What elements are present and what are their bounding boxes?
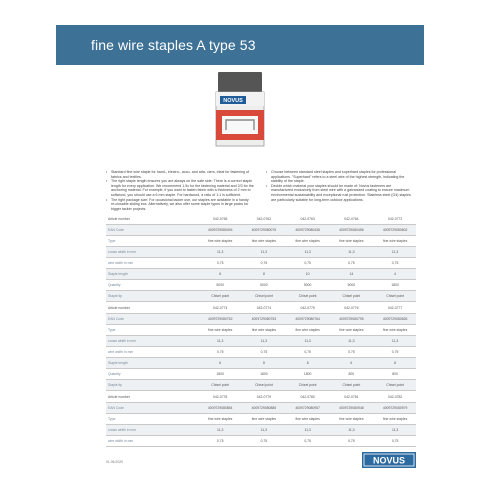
row-label: wire width in mm — [106, 347, 197, 358]
table-row — [106, 414, 416, 425]
cell: 042-0764 — [329, 214, 373, 225]
cell: Chisel point — [372, 291, 416, 302]
cell: 042-0762 — [241, 214, 285, 225]
cell: 4009729080764 — [285, 314, 329, 325]
table-row — [106, 258, 416, 269]
cell: 042-0763 — [285, 214, 329, 225]
cell: 4009729080456 — [329, 225, 373, 236]
table-row — [106, 369, 416, 380]
cell: 042-0782 — [372, 392, 416, 403]
cell: fine wire staples — [285, 325, 329, 336]
cell: 042-0780 — [285, 392, 329, 403]
spec-table-1 — [106, 214, 416, 302]
cell: 4009729080435 — [285, 225, 329, 236]
cell: 11,3 — [241, 425, 285, 436]
cell: 8 — [241, 358, 285, 369]
cell: fine wire staples — [197, 325, 241, 336]
cell: 4009729080075 — [241, 225, 285, 236]
cell: fine wire staples — [285, 414, 329, 425]
cell: Chisel point — [329, 291, 373, 302]
row-label: Type — [106, 325, 197, 336]
cell: 0,75 — [285, 258, 329, 269]
cell: fine wire staples — [372, 236, 416, 247]
table-row — [106, 380, 416, 391]
cell: 8 — [285, 358, 329, 369]
cell: 042-0774 — [241, 303, 285, 314]
cell: fine wire staples — [197, 414, 241, 425]
cell: Chisel point — [372, 380, 416, 391]
cell: fine wire staples — [372, 414, 416, 425]
cell: 042-0778 — [197, 392, 241, 403]
table-row — [106, 247, 416, 258]
cell: 6 — [329, 358, 373, 369]
cell: 1800 — [372, 280, 416, 291]
cell: fine wire staples — [329, 325, 373, 336]
cell: 042-0765 — [197, 214, 241, 225]
row-label: EAN Code — [106, 225, 197, 236]
cell: 042-0774 — [197, 303, 241, 314]
cell: Chisel point — [329, 380, 373, 391]
row-label: Type — [106, 414, 197, 425]
cell: 0,75 — [372, 436, 416, 447]
row-label: Article number — [106, 303, 197, 314]
cell: 11,3 — [197, 425, 241, 436]
description-left — [106, 170, 254, 211]
cell: Chisel point — [285, 380, 329, 391]
table-row — [106, 358, 416, 369]
table-row — [106, 392, 416, 403]
cell: 5000 — [329, 280, 373, 291]
cell: 0,75 — [285, 436, 329, 447]
table-row — [106, 425, 416, 436]
row-label: EAN Code — [106, 403, 197, 414]
cell: 4009729080494 — [197, 225, 241, 236]
table-row — [106, 314, 416, 325]
cell: 800 — [329, 369, 373, 380]
cell: 1800 — [241, 369, 285, 380]
table-row — [106, 269, 416, 280]
row-label: crown width in mm — [106, 425, 197, 436]
row-label: crown width in mm — [106, 336, 197, 347]
cell: 042-0777 — [372, 303, 416, 314]
row-label: Staple tip — [106, 291, 197, 302]
cell: 6 — [197, 269, 241, 280]
cell: fine wire staples — [329, 236, 373, 247]
cell: fine wire staples — [329, 414, 373, 425]
table-row — [106, 291, 416, 302]
cell: 4009729080957 — [285, 403, 329, 414]
cell: 11,3 — [285, 247, 329, 258]
cell: 0,75 — [329, 436, 373, 447]
cell: 6 — [197, 358, 241, 369]
cell: 4009729080885 — [241, 403, 285, 414]
cell: Chisel point — [241, 380, 285, 391]
cell: 042-0776 — [329, 303, 373, 314]
row-label: Staple length — [106, 269, 197, 280]
cell: 4 — [372, 269, 416, 280]
table-row — [106, 325, 416, 336]
cell: 14 — [329, 269, 373, 280]
cell: 11,3 — [372, 336, 416, 347]
row-label: Quantity — [106, 369, 197, 380]
cell: 4009729080602 — [372, 225, 416, 236]
spec-table-2 — [106, 303, 416, 391]
cell: 0,75 — [241, 258, 285, 269]
cell: 1800 — [197, 369, 241, 380]
cell: 4009729080795 — [329, 314, 373, 325]
row-label: wire width in mm — [106, 258, 197, 269]
cell: 0,75 — [241, 347, 285, 358]
datasheet-page — [56, 0, 424, 480]
cell: 11,3 — [197, 247, 241, 258]
cell: 042-0779 — [241, 392, 285, 403]
cell: 4009729080979 — [372, 403, 416, 414]
cell: Chisel point — [285, 291, 329, 302]
cell: 8 — [241, 269, 285, 280]
table-row — [106, 336, 416, 347]
cell: Chisel point — [197, 380, 241, 391]
row-label: Quantity — [106, 280, 197, 291]
description-right — [266, 170, 414, 202]
cell: 11,3 — [241, 247, 285, 258]
table-row — [106, 214, 416, 225]
cell: fine wire staples — [241, 325, 285, 336]
cell: 4009729080826 — [372, 314, 416, 325]
bullet-right-1: • Choose between standard steel staples and superhard staples for professional applications. "Superhard" refers to a steel wire of the highest strength, indicating the stability of the staple. — [271, 170, 414, 184]
cell: 11,3 — [329, 247, 373, 258]
cell: fine wire staples — [372, 325, 416, 336]
row-label: Article number — [106, 392, 197, 403]
cell: 11,3 — [329, 425, 373, 436]
product-brand: NOVUS — [223, 98, 243, 104]
cell: 800 — [372, 369, 416, 380]
table-row — [106, 436, 416, 447]
cell: 11,3 — [197, 336, 241, 347]
cell: fine wire staples — [285, 236, 329, 247]
bullet-left-2: • The right staple length ensures you are always on the safe side: There is a correct staple length for every application. We recommend 1.5x for the fastening material and 2/3 for the anchoring material. For example, if you want to fasten fabric with a thickness of 2 mm to softwood, you should use a 6 mm staple. For hardwood, a ratio of 1:1 is sufficient. — [111, 179, 254, 197]
cell: 11,3 — [329, 336, 373, 347]
cell: fine wire staples — [197, 236, 241, 247]
cell: 4009729080753 — [241, 314, 285, 325]
title-banner — [56, 25, 424, 65]
table-row — [106, 303, 416, 314]
row-label: Staple length — [106, 358, 197, 369]
cell: 042-0775 — [285, 303, 329, 314]
cell: 5000 — [285, 280, 329, 291]
table-row — [106, 280, 416, 291]
cell: fine wire staples — [241, 236, 285, 247]
row-label: Type — [106, 236, 197, 247]
cell: Chisel point — [197, 291, 241, 302]
cell: 0,75 — [197, 347, 241, 358]
cell: Chisel point — [241, 291, 285, 302]
row-label: wire width in mm — [106, 436, 197, 447]
cell: 11,3 — [285, 336, 329, 347]
row-label: crown width in mm — [106, 247, 197, 258]
page-title: fine wire staples A type 53 — [91, 37, 256, 53]
novus-logo — [362, 452, 416, 468]
cell: 10 — [285, 269, 329, 280]
bullet-left-1: • Standard fine wire staple for hand-, electro-, accu- and arta- ciers, ideal for fastening of fabrics and textiles. — [111, 170, 254, 179]
cell: 5000 — [241, 280, 285, 291]
cell: 0,75 — [372, 258, 416, 269]
row-label: EAN Code — [106, 314, 197, 325]
cell: 8 — [372, 358, 416, 369]
cell: 4009729080752 — [197, 314, 241, 325]
cell: 0,75 — [241, 436, 285, 447]
row-label: Staple tip — [106, 380, 197, 391]
cell: 4009729080854 — [197, 403, 241, 414]
cell: 0,75 — [329, 258, 373, 269]
table-row — [106, 225, 416, 236]
svg-text:NOVUS: NOVUS — [372, 455, 406, 466]
table-row — [106, 403, 416, 414]
cell: 0,75 — [329, 347, 373, 358]
cell: 0,75 — [285, 347, 329, 358]
document-date: 01.06.2020 — [106, 460, 123, 464]
spec-table-3 — [106, 392, 416, 447]
cell: 042-0781 — [329, 392, 373, 403]
cell: 5000 — [197, 280, 241, 291]
row-label: Article number — [106, 214, 197, 225]
bullet-right-2: • Decide which material your staples should be made of: Novus fasteners are manufactured exclusively from steel wire with a galvanized coating to ensure maximum environmental sustainability and exceptional rust protection. Stainless steel (G4) staples are particularly suitable for long-term outdoor applications. — [271, 184, 414, 202]
cell: 042-0772 — [372, 214, 416, 225]
product-box-image — [208, 70, 272, 150]
cell: 4009729080948 — [329, 403, 373, 414]
cell: 11,3 — [372, 425, 416, 436]
cell: 11,3 — [372, 247, 416, 258]
cell: fine wire staples — [241, 414, 285, 425]
table-row — [106, 236, 416, 247]
cell: 11,3 — [241, 336, 285, 347]
cell: 0,75 — [372, 347, 416, 358]
bullet-left-3: • The right package size: For occasional tacker use, our staples are available in a handy re-closable sliding box. Alternatively, we also offer some staple types in large packs for bigger tacker projects. — [111, 198, 254, 212]
cell: 0,75 — [197, 436, 241, 447]
table-row — [106, 347, 416, 358]
cell: 0,75 — [197, 258, 241, 269]
cell: 11,3 — [285, 425, 329, 436]
cell: 1800 — [285, 369, 329, 380]
